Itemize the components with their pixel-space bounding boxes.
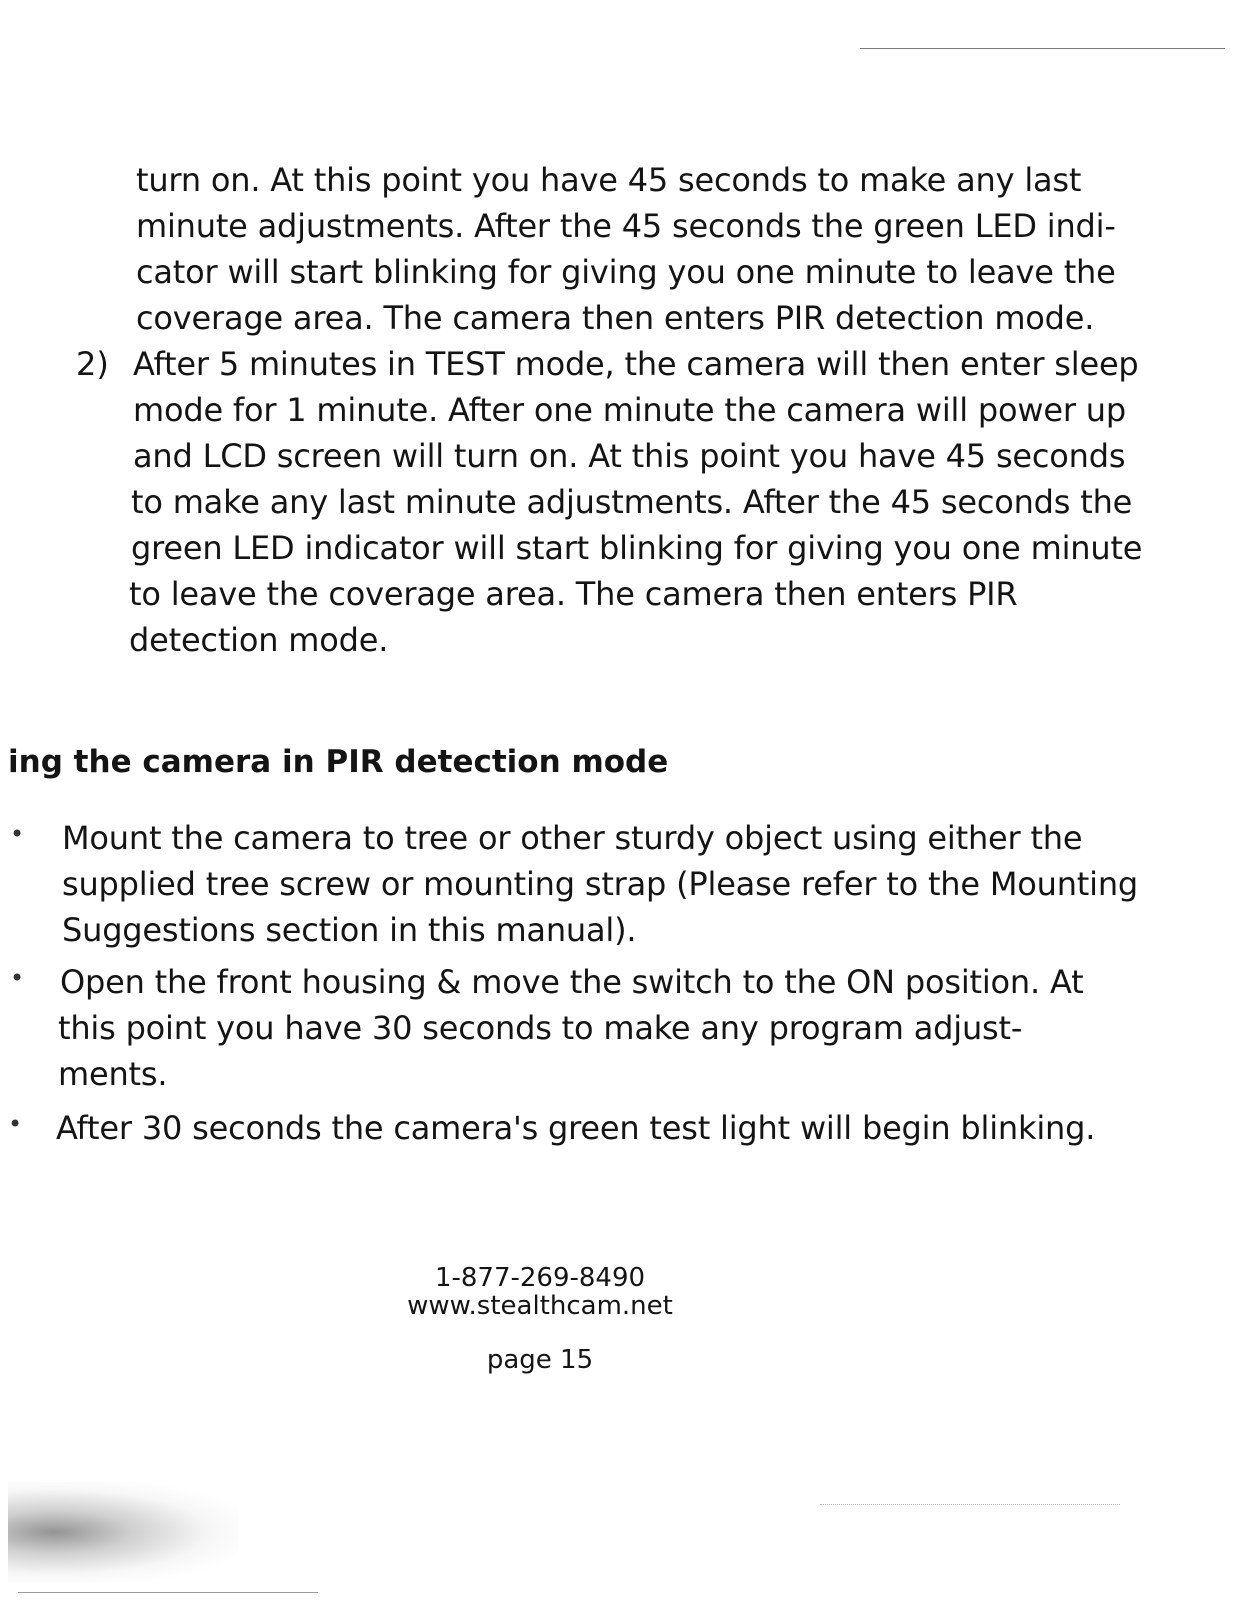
body-text-line: mode for 1 minute. After one minute the camera will power up <box>133 391 1126 429</box>
body-text-line: Open the front housing & move the switch to the ON position. At <box>60 963 1084 1001</box>
body-text-line: green LED indicator will start blinking for giving you one minute <box>131 529 1143 567</box>
bullet-marker: • <box>10 820 25 848</box>
body-text-line: to leave the coverage area. The camera then enters PIR <box>129 575 1018 613</box>
page-number: page 15 <box>486 1345 594 1375</box>
body-text-line: Mount the camera to tree or other sturdy object using either the <box>62 819 1083 857</box>
body-text-line: to make any last minute adjustments. After the 45 seconds the <box>131 483 1133 521</box>
scan-dotted-line <box>820 1504 1120 1506</box>
scan-top-rule <box>860 48 1225 49</box>
body-text-line: minute adjustments. After the 45 seconds the green LED indi- <box>136 207 1116 245</box>
body-text-line: coverage area. The camera then enters PIR detection mode. <box>136 299 1095 337</box>
footer-website: www.stealthcam.net <box>407 1291 673 1321</box>
bullet-marker: • <box>8 1110 23 1138</box>
body-text-line: After 5 minutes in TEST mode, the camera will then enter sleep <box>133 345 1139 383</box>
list-item-number: 2) <box>76 345 109 383</box>
body-text-line: cator will start blinking for giving you one minute to leave the <box>136 253 1116 291</box>
body-text-line: detection mode. <box>129 621 389 659</box>
body-text-line: ments. <box>58 1055 168 1093</box>
body-text-line: and LCD screen will turn on. At this point you have 45 seconds <box>133 437 1126 475</box>
body-text-line: this point you have 30 seconds to make any program adjust- <box>58 1009 1023 1047</box>
body-text-line: After 30 seconds the camera's green test light will begin blinking. <box>56 1109 1096 1147</box>
bullet-marker: • <box>10 964 25 992</box>
body-text-line: supplied tree screw or mounting strap (Please refer to the Mounting <box>62 865 1139 903</box>
scan-bottom-rule <box>18 1592 318 1593</box>
scan-speckle <box>8 1482 238 1582</box>
section-heading: ing the camera in PIR detection mode <box>8 744 669 780</box>
footer-phone: 1-877-269-8490 <box>434 1263 646 1293</box>
body-text-line: turn on. At this point you have 45 seconds to make any last <box>136 161 1082 199</box>
body-text-line: Suggestions section in this manual). <box>62 911 637 949</box>
